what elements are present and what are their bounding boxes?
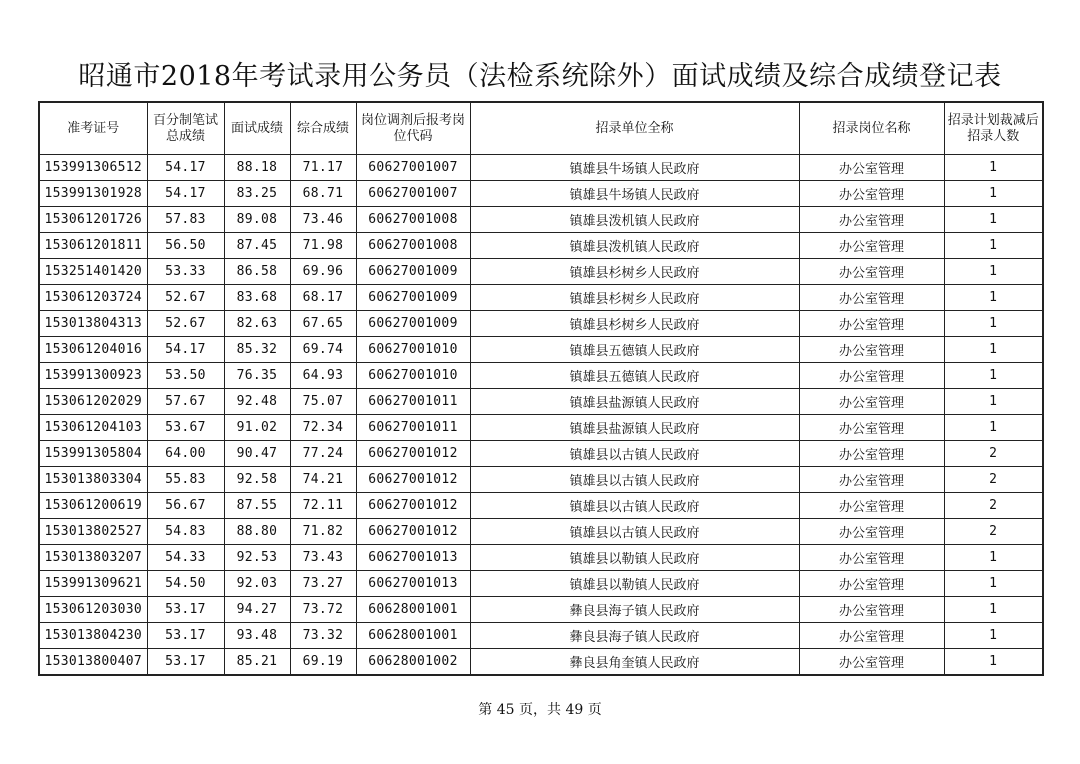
cell-employer: 镇雄县杉树乡人民政府 [470, 285, 799, 311]
table-row [39, 207, 1043, 233]
cell-position-name: 办公室管理 [799, 311, 944, 337]
cell-written-score: 54.17 [147, 181, 224, 207]
cell-interview-score: 93.48 [224, 623, 290, 649]
cell-employer: 镇雄县杉树乡人民政府 [470, 311, 799, 337]
cell-exam-id: 153061204103 [39, 415, 147, 441]
cell-hire-count: 1 [944, 311, 1043, 337]
cell-position-name: 办公室管理 [799, 389, 944, 415]
cell-interview-score: 92.53 [224, 545, 290, 571]
cell-position-code: 60627001010 [356, 363, 470, 389]
cell-written-score: 54.17 [147, 337, 224, 363]
cell-position-name: 办公室管理 [799, 233, 944, 259]
cell-total-score: 74.21 [290, 467, 356, 493]
cell-total-score: 72.34 [290, 415, 356, 441]
cell-written-score: 64.00 [147, 441, 224, 467]
cell-written-score: 54.33 [147, 545, 224, 571]
table-row [39, 181, 1043, 207]
score-table [38, 101, 1044, 676]
table-row [39, 389, 1043, 415]
cell-exam-id: 153013803207 [39, 545, 147, 571]
cell-employer: 镇雄县牛场镇人民政府 [470, 181, 799, 207]
cell-position-name: 办公室管理 [799, 337, 944, 363]
cell-written-score: 52.67 [147, 285, 224, 311]
cell-exam-id: 153991301928 [39, 181, 147, 207]
cell-hire-count: 1 [944, 155, 1043, 181]
cell-total-score: 73.72 [290, 597, 356, 623]
cell-employer: 镇雄县泼机镇人民政府 [470, 207, 799, 233]
page-number: 第 45 页，共 49 页 [478, 702, 602, 718]
cell-position-code: 60627001007 [356, 181, 470, 207]
cell-total-score: 68.71 [290, 181, 356, 207]
cell-exam-id: 153061202029 [39, 389, 147, 415]
cell-interview-score: 91.02 [224, 415, 290, 441]
cell-employer: 镇雄县牛场镇人民政府 [470, 155, 799, 181]
cell-hire-count: 1 [944, 233, 1043, 259]
cell-exam-id: 153991309621 [39, 571, 147, 597]
cell-position-code: 60627001009 [356, 259, 470, 285]
table-row [39, 467, 1043, 493]
cell-position-name: 办公室管理 [799, 493, 944, 519]
cell-interview-score: 88.80 [224, 519, 290, 545]
cell-position-name: 办公室管理 [799, 441, 944, 467]
cell-employer: 镇雄县五德镇人民政府 [470, 363, 799, 389]
cell-hire-count: 2 [944, 493, 1043, 519]
cell-position-code: 60627001012 [356, 441, 470, 467]
table-row [39, 311, 1043, 337]
cell-total-score: 64.93 [290, 363, 356, 389]
cell-interview-score: 88.18 [224, 155, 290, 181]
cell-position-code: 60627001009 [356, 285, 470, 311]
table-row [39, 363, 1043, 389]
cell-position-code: 60627001011 [356, 415, 470, 441]
cell-position-code: 60627001007 [356, 155, 470, 181]
cell-position-name: 办公室管理 [799, 597, 944, 623]
cell-hire-count: 1 [944, 337, 1043, 363]
cell-interview-score: 83.25 [224, 181, 290, 207]
cell-exam-id: 153251401420 [39, 259, 147, 285]
cell-interview-score: 92.48 [224, 389, 290, 415]
cell-exam-id: 153061201811 [39, 233, 147, 259]
cell-employer: 镇雄县杉树乡人民政府 [470, 259, 799, 285]
cell-written-score: 54.83 [147, 519, 224, 545]
cell-written-score: 57.67 [147, 389, 224, 415]
cell-position-name: 办公室管理 [799, 207, 944, 233]
table-row [39, 571, 1043, 597]
cell-position-name: 办公室管理 [799, 623, 944, 649]
cell-position-name: 办公室管理 [799, 545, 944, 571]
cell-position-code: 60627001011 [356, 389, 470, 415]
cell-interview-score: 87.45 [224, 233, 290, 259]
cell-exam-id: 153013800407 [39, 649, 147, 676]
cell-exam-id: 153013804313 [39, 311, 147, 337]
cell-employer: 镇雄县以古镇人民政府 [470, 493, 799, 519]
cell-hire-count: 2 [944, 441, 1043, 467]
cell-position-name: 办公室管理 [799, 571, 944, 597]
cell-exam-id: 153061203724 [39, 285, 147, 311]
cell-position-code: 60627001012 [356, 519, 470, 545]
cell-exam-id: 153013802527 [39, 519, 147, 545]
table-row [39, 493, 1043, 519]
cell-position-code: 60627001013 [356, 571, 470, 597]
cell-total-score: 75.07 [290, 389, 356, 415]
cell-total-score: 73.32 [290, 623, 356, 649]
table-body [39, 155, 1043, 676]
cell-written-score: 53.33 [147, 259, 224, 285]
cell-interview-score: 85.32 [224, 337, 290, 363]
cell-interview-score: 92.58 [224, 467, 290, 493]
cell-written-score: 53.17 [147, 623, 224, 649]
cell-interview-score: 86.58 [224, 259, 290, 285]
cell-position-name: 办公室管理 [799, 467, 944, 493]
cell-position-name: 办公室管理 [799, 649, 944, 676]
header-written-score: 百分制笔试总成绩 [147, 102, 224, 155]
cell-employer: 镇雄县以古镇人民政府 [470, 467, 799, 493]
cell-position-code: 60627001010 [356, 337, 470, 363]
page-title: 昭通市2018年考试录用公务员（法检系统除外）面试成绩及综合成绩登记表 [78, 61, 1002, 92]
cell-position-code: 60628001001 [356, 597, 470, 623]
cell-hire-count: 1 [944, 389, 1043, 415]
cell-interview-score: 87.55 [224, 493, 290, 519]
cell-total-score: 69.96 [290, 259, 356, 285]
table-row [39, 155, 1043, 181]
cell-exam-id: 153061200619 [39, 493, 147, 519]
cell-total-score: 73.43 [290, 545, 356, 571]
table-row [39, 337, 1043, 363]
table-row [39, 623, 1043, 649]
cell-employer: 彝良县角奎镇人民政府 [470, 649, 799, 676]
cell-employer: 镇雄县以古镇人民政府 [470, 441, 799, 467]
cell-employer: 彝良县海子镇人民政府 [470, 623, 799, 649]
header-exam-id: 准考证号 [39, 102, 147, 155]
table-row [39, 649, 1043, 676]
cell-hire-count: 1 [944, 649, 1043, 676]
table-row [39, 259, 1043, 285]
cell-exam-id: 153061203030 [39, 597, 147, 623]
cell-total-score: 71.98 [290, 233, 356, 259]
cell-total-score: 69.19 [290, 649, 356, 676]
cell-employer: 镇雄县以勒镇人民政府 [470, 571, 799, 597]
table-row [39, 415, 1043, 441]
cell-interview-score: 89.08 [224, 207, 290, 233]
cell-employer: 镇雄县以古镇人民政府 [470, 519, 799, 545]
cell-hire-count: 1 [944, 207, 1043, 233]
cell-exam-id: 153013804230 [39, 623, 147, 649]
cell-position-name: 办公室管理 [799, 155, 944, 181]
cell-hire-count: 1 [944, 623, 1043, 649]
header-position-code: 岗位调剂后报考岗位代码 [356, 102, 470, 155]
header-total-score: 综合成绩 [290, 102, 356, 155]
cell-employer: 镇雄县五德镇人民政府 [470, 337, 799, 363]
cell-interview-score: 76.35 [224, 363, 290, 389]
cell-written-score: 53.17 [147, 597, 224, 623]
cell-total-score: 73.27 [290, 571, 356, 597]
table-row [39, 285, 1043, 311]
cell-hire-count: 2 [944, 467, 1043, 493]
cell-hire-count: 2 [944, 519, 1043, 545]
cell-total-score: 72.11 [290, 493, 356, 519]
cell-exam-id: 153061204016 [39, 337, 147, 363]
table-row [39, 545, 1043, 571]
cell-written-score: 53.67 [147, 415, 224, 441]
cell-written-score: 53.17 [147, 649, 224, 676]
cell-position-code: 60627001008 [356, 207, 470, 233]
cell-total-score: 67.65 [290, 311, 356, 337]
table-row [39, 233, 1043, 259]
cell-position-name: 办公室管理 [799, 363, 944, 389]
cell-position-name: 办公室管理 [799, 285, 944, 311]
cell-hire-count: 1 [944, 571, 1043, 597]
cell-written-score: 54.17 [147, 155, 224, 181]
cell-position-code: 60627001012 [356, 493, 470, 519]
cell-written-score: 52.67 [147, 311, 224, 337]
cell-written-score: 57.83 [147, 207, 224, 233]
cell-hire-count: 1 [944, 259, 1043, 285]
cell-interview-score: 94.27 [224, 597, 290, 623]
cell-exam-id: 153991305804 [39, 441, 147, 467]
cell-employer: 彝良县海子镇人民政府 [470, 597, 799, 623]
cell-exam-id: 153013803304 [39, 467, 147, 493]
cell-written-score: 56.50 [147, 233, 224, 259]
header-position-name: 招录岗位名称 [799, 102, 944, 155]
cell-total-score: 71.82 [290, 519, 356, 545]
cell-hire-count: 1 [944, 415, 1043, 441]
header-interview-score: 面试成绩 [224, 102, 290, 155]
cell-interview-score: 90.47 [224, 441, 290, 467]
cell-position-code: 60628001002 [356, 649, 470, 676]
cell-position-code: 60627001008 [356, 233, 470, 259]
cell-written-score: 55.83 [147, 467, 224, 493]
cell-total-score: 73.46 [290, 207, 356, 233]
cell-exam-id: 153991306512 [39, 155, 147, 181]
cell-employer: 镇雄县泼机镇人民政府 [470, 233, 799, 259]
cell-total-score: 69.74 [290, 337, 356, 363]
table-header-row [39, 102, 1043, 155]
cell-written-score: 54.50 [147, 571, 224, 597]
cell-exam-id: 153061201726 [39, 207, 147, 233]
cell-position-name: 办公室管理 [799, 259, 944, 285]
cell-exam-id: 153991300923 [39, 363, 147, 389]
header-hire-count: 招录计划裁减后招录人数 [944, 102, 1043, 155]
cell-written-score: 53.50 [147, 363, 224, 389]
cell-interview-score: 82.63 [224, 311, 290, 337]
cell-employer: 镇雄县以勒镇人民政府 [470, 545, 799, 571]
cell-position-name: 办公室管理 [799, 519, 944, 545]
cell-hire-count: 1 [944, 285, 1043, 311]
cell-total-score: 77.24 [290, 441, 356, 467]
cell-hire-count: 1 [944, 545, 1043, 571]
table-row [39, 597, 1043, 623]
cell-total-score: 68.17 [290, 285, 356, 311]
cell-position-code: 60627001013 [356, 545, 470, 571]
cell-position-code: 60627001009 [356, 311, 470, 337]
cell-hire-count: 1 [944, 597, 1043, 623]
cell-hire-count: 1 [944, 181, 1043, 207]
cell-employer: 镇雄县盐源镇人民政府 [470, 389, 799, 415]
table-row [39, 441, 1043, 467]
cell-interview-score: 83.68 [224, 285, 290, 311]
cell-hire-count: 1 [944, 363, 1043, 389]
table-row [39, 519, 1043, 545]
cell-position-code: 60628001001 [356, 623, 470, 649]
cell-total-score: 71.17 [290, 155, 356, 181]
cell-written-score: 56.67 [147, 493, 224, 519]
cell-interview-score: 85.21 [224, 649, 290, 676]
header-employer: 招录单位全称 [470, 102, 799, 155]
cell-interview-score: 92.03 [224, 571, 290, 597]
cell-position-code: 60627001012 [356, 467, 470, 493]
cell-employer: 镇雄县盐源镇人民政府 [470, 415, 799, 441]
cell-position-name: 办公室管理 [799, 181, 944, 207]
cell-position-name: 办公室管理 [799, 415, 944, 441]
